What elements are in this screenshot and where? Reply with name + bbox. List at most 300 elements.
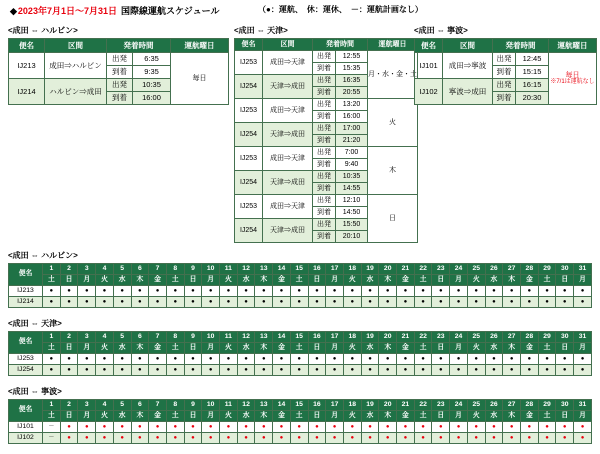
calendar-weekday-header: 水 — [485, 275, 503, 286]
calendar-weekday-header: 木 — [255, 343, 273, 354]
operating-dot-cell: ● — [96, 365, 114, 376]
operating-dot-cell: ● — [450, 433, 468, 444]
operating-dot-cell: ● — [202, 365, 220, 376]
operating-days-cell — [368, 51, 418, 99]
calendar-day-header: 1 — [43, 400, 61, 411]
calendar-weekday-header: 木 — [379, 343, 397, 354]
calendar-day-header: 17 — [326, 264, 344, 275]
operating-dot-cell: ● — [255, 286, 273, 297]
calendar-day-header: 22 — [414, 400, 432, 411]
calendar-flight-row — [9, 433, 592, 444]
calendar-day-header: 21 — [397, 264, 415, 275]
departure-time-cell: 17:00 — [336, 123, 368, 135]
calendar-day-header: 23 — [432, 400, 450, 411]
operating-dot-cell: ● — [503, 297, 521, 308]
calendar-day-header: 15 — [290, 400, 308, 411]
operating-dot-cell: ● — [96, 286, 114, 297]
calendar-day-header: 19 — [361, 332, 379, 343]
calendar-day-header: 9 — [184, 400, 202, 411]
operating-dot-cell: ● — [556, 354, 574, 365]
operating-dot-cell: ● — [503, 354, 521, 365]
operating-dot-cell: ● — [343, 286, 361, 297]
flight-row — [235, 99, 418, 111]
calendar-weekday-header: 水 — [113, 343, 131, 354]
calendar-weekday-header: 日 — [184, 411, 202, 422]
operating-dot-cell: ● — [220, 433, 238, 444]
operating-dot-cell: ● — [397, 297, 415, 308]
calendar-day-header: 17 — [326, 332, 344, 343]
flight-row — [235, 147, 418, 159]
operating-dot-cell: ● — [290, 297, 308, 308]
departure-label: 出発 — [313, 195, 336, 207]
calendar-weekday-header: 土 — [166, 343, 184, 354]
flight-number-header: 便名 — [9, 39, 45, 53]
calendar-day-header: 10 — [202, 264, 220, 275]
calendar-day-header: 22 — [414, 264, 432, 275]
arrival-label: 到着 — [493, 92, 516, 105]
operating-dot-cell: ● — [538, 365, 556, 376]
calendar-day-header: 17 — [326, 400, 344, 411]
calendar-table-head — [9, 332, 592, 354]
calendar-weekday-header: 火 — [343, 343, 361, 354]
calendar-weekday-header: 水 — [113, 275, 131, 286]
operating-dot-cell: ● — [414, 297, 432, 308]
operating-dot-cell: ● — [290, 286, 308, 297]
calendar-day-header: 16 — [308, 400, 326, 411]
operating-dot-cell: ● — [432, 286, 450, 297]
route-header: 区間 — [443, 39, 493, 53]
flight-number-cell: IJ254 — [235, 75, 263, 99]
calendar-weekday-header: 土 — [290, 343, 308, 354]
flight-number-cell: IJ253 — [235, 51, 263, 75]
calendar-day-header: 6 — [131, 400, 149, 411]
calendar-weekday-header: 日 — [432, 275, 450, 286]
operating-dot-cell: ● — [78, 297, 96, 308]
operating-dot-cell: ● — [450, 354, 468, 365]
calendar-weekday-header: 日 — [556, 343, 574, 354]
operating-dot-cell: ● — [556, 297, 574, 308]
calendar-day-header: 23 — [432, 332, 450, 343]
calendar-day-header: 25 — [467, 400, 485, 411]
operating-dot-cell: ● — [166, 354, 184, 365]
calendar-day-header: 2 — [60, 264, 78, 275]
departure-time-cell: 12:10 — [336, 195, 368, 207]
calendar-flight-row — [9, 365, 592, 376]
operating-dot-cell: ● — [556, 365, 574, 376]
calendar-weekday-header: 火 — [220, 343, 238, 354]
arrival-label: 到着 — [313, 159, 336, 171]
calendar-day-header: 28 — [520, 264, 538, 275]
calendar-weekday-header: 水 — [361, 411, 379, 422]
departure-time-cell: 13:20 — [336, 99, 368, 111]
calendar-weekday-header: 水 — [237, 411, 255, 422]
calendar-day-number-row — [9, 332, 592, 343]
operating-dot-cell: ● — [574, 354, 592, 365]
operating-dot-cell: ● — [343, 433, 361, 444]
operating-dot-cell: ● — [450, 286, 468, 297]
calendar-flight-row — [9, 286, 592, 297]
calendar-weekday-header: 月 — [450, 275, 468, 286]
arrival-label: 到着 — [313, 183, 336, 195]
calendar-flight-row — [9, 297, 592, 308]
calendar-weekday-row — [9, 343, 592, 354]
schedule-table-body — [9, 53, 229, 105]
calendar-weekday-header: 土 — [166, 275, 184, 286]
arrival-time-cell: 9:40 — [336, 159, 368, 171]
operating-dot-cell: ● — [166, 297, 184, 308]
operating-dot-cell: ● — [361, 354, 379, 365]
calendar-weekday-header: 水 — [485, 343, 503, 354]
operating-dot-cell: ● — [237, 286, 255, 297]
calendar-block — [8, 386, 592, 444]
schedule-title: <成田 ⇔ 天津> — [234, 26, 288, 35]
operating-dot-cell: ● — [379, 354, 397, 365]
operating-dot-cell: ● — [220, 354, 238, 365]
operating-dot-cell: ● — [290, 433, 308, 444]
calendar-weekday-header: 木 — [503, 275, 521, 286]
calendar-weekday-header: 月 — [326, 411, 344, 422]
operating-dot-cell: ● — [326, 354, 344, 365]
calendar-weekday-header: 火 — [220, 411, 238, 422]
departure-time-cell: 12:55 — [336, 51, 368, 63]
calendar-weekday-header: 月 — [78, 343, 96, 354]
calendar-day-header: 4 — [96, 264, 114, 275]
calendar-weekday-header: 土 — [538, 343, 556, 354]
calendar-day-header: 30 — [556, 332, 574, 343]
flight-number-cell: IJ101 — [415, 53, 443, 79]
operating-dot-cell: ● — [131, 365, 149, 376]
calendar-day-header: 21 — [397, 332, 415, 343]
arrival-time-cell: 20:30 — [516, 92, 549, 105]
calendar-weekday-header: 金 — [397, 275, 415, 286]
calendar-day-header: 29 — [538, 400, 556, 411]
operating-dot-cell: ● — [149, 433, 167, 444]
page-header — [10, 4, 219, 17]
calendar-day-header: 16 — [308, 264, 326, 275]
calendar-table — [8, 263, 592, 308]
operating-dot-cell: ● — [202, 286, 220, 297]
calendar-day-header: 7 — [149, 400, 167, 411]
route-cell: 成田⇒天津 — [263, 99, 313, 123]
operating-days-cell — [171, 53, 229, 105]
operating-dot-cell: ● — [237, 297, 255, 308]
calendar-day-header: 20 — [379, 332, 397, 343]
arrival-time-cell: 14:50 — [336, 207, 368, 219]
operating-dot-cell: ● — [202, 433, 220, 444]
calendar-title: <成田 ⇔ ハルビン> — [8, 251, 78, 260]
operating-dot-cell: ● — [414, 365, 432, 376]
operating-dot-cell: ● — [379, 286, 397, 297]
operating-dot-cell: ● — [538, 422, 556, 433]
calendar-weekday-header: 水 — [485, 411, 503, 422]
operating-dot-cell: ● — [290, 365, 308, 376]
calendar-weekday-header: 金 — [273, 275, 291, 286]
calendar-day-header: 13 — [255, 332, 273, 343]
operating-days-header: 運航曜日 — [171, 39, 229, 53]
calendar-weekday-header: 木 — [255, 411, 273, 422]
calendar-day-header: 30 — [556, 400, 574, 411]
calendar-weekday-row — [9, 275, 592, 286]
departure-time-cell: 10:35 — [336, 171, 368, 183]
operating-dot-cell: ● — [538, 286, 556, 297]
calendar-day-header: 7 — [149, 332, 167, 343]
calendar-day-header: 8 — [166, 400, 184, 411]
time-header: 発着時間 — [493, 39, 549, 53]
calendar-flight-number-cell: IJ253 — [9, 354, 43, 365]
arrival-label: 到着 — [313, 63, 336, 75]
calendar-day-header: 20 — [379, 400, 397, 411]
calendar-day-header: 5 — [113, 400, 131, 411]
flight-number-cell: IJ214 — [9, 79, 45, 105]
operating-dot-cell: ● — [255, 365, 273, 376]
flight-number-header: 便名 — [235, 39, 263, 51]
operating-dot-cell: ● — [60, 297, 78, 308]
calendar-day-header: 16 — [308, 332, 326, 343]
calendar-weekday-header: 木 — [379, 411, 397, 422]
calendar-weekday-header: 金 — [520, 275, 538, 286]
calendar-weekday-header: 月 — [326, 343, 344, 354]
operating-dot-cell: ● — [166, 286, 184, 297]
calendar-flight-header: 便名 — [9, 264, 43, 286]
operating-dot-cell: ● — [414, 354, 432, 365]
calendar-day-header: 2 — [60, 400, 78, 411]
calendar-weekday-header: 水 — [113, 411, 131, 422]
operating-dot-cell: ● — [361, 365, 379, 376]
operating-dot-cell: ● — [308, 354, 326, 365]
operating-dot-cell: ● — [43, 354, 61, 365]
operating-days-text: 毎日 — [565, 71, 580, 79]
operating-dot-cell: ● — [60, 354, 78, 365]
operating-dot-cell: ● — [220, 422, 238, 433]
operating-dot-cell: ● — [467, 297, 485, 308]
operating-dot-cell: ● — [308, 422, 326, 433]
arrival-label: 到着 — [313, 111, 336, 123]
operating-dot-cell: ● — [273, 365, 291, 376]
schedule-table — [234, 38, 418, 243]
calendar-weekday-header: 土 — [43, 411, 61, 422]
flight-number-cell: IJ213 — [9, 53, 45, 79]
calendar-weekday-header: 木 — [131, 343, 149, 354]
calendar-day-header: 14 — [273, 332, 291, 343]
calendar-weekday-header: 月 — [450, 343, 468, 354]
departure-time-cell: 16:15 — [516, 79, 549, 92]
departure-label: 出発 — [493, 79, 516, 92]
calendar-day-header: 12 — [237, 264, 255, 275]
calendar-weekday-header: 火 — [343, 411, 361, 422]
calendar-day-header: 28 — [520, 400, 538, 411]
diamond-bullet-icon: ◆ — [10, 6, 17, 16]
operating-dot-cell: ● — [290, 354, 308, 365]
calendar-weekday-header: 火 — [467, 411, 485, 422]
operating-dot-cell: ● — [237, 354, 255, 365]
operating-dot-cell: ● — [397, 365, 415, 376]
arrival-time-cell: 21:20 — [336, 135, 368, 147]
departure-label: 出発 — [107, 53, 133, 66]
arrival-label: 到着 — [313, 87, 336, 99]
flight-number-cell: IJ254 — [235, 171, 263, 195]
calendar-weekday-header: 金 — [273, 411, 291, 422]
schedule-table — [414, 38, 597, 105]
calendar-weekday-header: 月 — [202, 343, 220, 354]
operating-dot-cell: ● — [397, 422, 415, 433]
calendar-day-header: 31 — [574, 332, 592, 343]
departure-label: 出発 — [313, 51, 336, 63]
calendar-day-header: 13 — [255, 400, 273, 411]
calendar-day-header: 29 — [538, 264, 556, 275]
operating-dot-cell: ● — [166, 433, 184, 444]
arrival-label: 到着 — [493, 66, 516, 79]
route-cell: 天津⇒成田 — [263, 75, 313, 99]
operating-dot-cell: ● — [432, 422, 450, 433]
operating-dot-cell: ● — [485, 365, 503, 376]
operating-dot-cell: ● — [397, 354, 415, 365]
operating-dot-cell: ● — [432, 433, 450, 444]
departure-label: 出発 — [313, 123, 336, 135]
operating-dot-cell: ● — [113, 365, 131, 376]
calendar-weekday-header: 日 — [60, 275, 78, 286]
calendar-day-header: 12 — [237, 332, 255, 343]
calendar-day-header: 26 — [485, 264, 503, 275]
operating-dot-cell: ● — [503, 365, 521, 376]
calendar-weekday-row — [9, 411, 592, 422]
calendar-day-number-row — [9, 400, 592, 411]
calendar-flight-header: 便名 — [9, 332, 43, 354]
schedule-block — [414, 25, 597, 105]
calendar-weekday-header: 水 — [361, 343, 379, 354]
operating-dot-cell: ● — [237, 422, 255, 433]
operating-dot-cell: ● — [255, 297, 273, 308]
operating-dot-cell: ● — [202, 354, 220, 365]
calendar-day-header: 21 — [397, 400, 415, 411]
arrival-time-cell: 15:35 — [336, 63, 368, 75]
operating-dot-cell: ● — [149, 297, 167, 308]
route-cell: 成田⇒天津 — [263, 195, 313, 219]
arrival-label: 到着 — [107, 66, 133, 79]
schedule-table-head — [415, 39, 597, 53]
calendar-weekday-header: 火 — [220, 275, 238, 286]
operating-dot-cell: ● — [343, 422, 361, 433]
operating-dot-cell: ● — [556, 286, 574, 297]
calendar-day-header: 15 — [290, 332, 308, 343]
flight-number-cell: IJ102 — [415, 79, 443, 105]
calendar-weekday-header: 火 — [343, 275, 361, 286]
operating-dot-cell: ● — [326, 365, 344, 376]
departure-label: 出発 — [313, 171, 336, 183]
calendar-weekday-header: 月 — [326, 275, 344, 286]
calendar-weekday-header: 日 — [308, 343, 326, 354]
operating-dot-cell: ● — [467, 365, 485, 376]
schedule-block — [234, 25, 418, 243]
operating-dot-cell: ● — [131, 286, 149, 297]
no-operation-cell: － — [43, 422, 61, 433]
calendar-day-header: 13 — [255, 264, 273, 275]
operating-dot-cell: ● — [78, 433, 96, 444]
flight-number-cell: IJ254 — [235, 123, 263, 147]
calendar-flight-header: 便名 — [9, 400, 43, 422]
departure-time-cell: 10:35 — [133, 79, 171, 92]
calendar-weekday-header: 土 — [290, 411, 308, 422]
calendar-weekday-header: 金 — [397, 411, 415, 422]
operating-dot-cell: ● — [397, 286, 415, 297]
calendar-day-header: 25 — [467, 264, 485, 275]
operating-dot-cell: ● — [343, 354, 361, 365]
calendar-day-header: 12 — [237, 400, 255, 411]
operating-dot-cell: ● — [467, 286, 485, 297]
operating-dot-cell: ● — [397, 433, 415, 444]
calendar-weekday-header: 金 — [149, 343, 167, 354]
departure-label: 出発 — [313, 219, 336, 231]
calendar-weekday-header: 金 — [149, 411, 167, 422]
calendar-day-header: 24 — [450, 332, 468, 343]
operating-dot-cell: ● — [343, 365, 361, 376]
calendar-table-head — [9, 400, 592, 422]
operating-dot-cell: ● — [273, 422, 291, 433]
calendar-flight-row — [9, 422, 592, 433]
calendar-weekday-header: 土 — [414, 411, 432, 422]
operating-dot-cell: ● — [574, 433, 592, 444]
operating-dot-cell: ● — [326, 422, 344, 433]
operating-dot-cell: ● — [149, 365, 167, 376]
schedule-title: <成田 ⇔ 寧波> — [414, 26, 468, 35]
departure-time-cell: 6:35 — [133, 53, 171, 66]
calendar-weekday-header: 日 — [432, 343, 450, 354]
calendar-day-header: 27 — [503, 400, 521, 411]
flight-row — [235, 51, 418, 63]
operating-dot-cell: ● — [485, 354, 503, 365]
route-header: 区間 — [263, 39, 313, 51]
operating-days-cell — [368, 147, 418, 195]
calendar-table — [8, 331, 592, 376]
calendar-weekday-header: 木 — [255, 275, 273, 286]
operating-dot-cell: ● — [574, 422, 592, 433]
operating-dot-cell: ● — [113, 297, 131, 308]
calendar-day-header: 26 — [485, 400, 503, 411]
operating-dot-cell: ● — [450, 297, 468, 308]
operating-dot-cell: ● — [255, 422, 273, 433]
operating-dot-cell: ● — [220, 286, 238, 297]
operating-dot-cell: ● — [255, 433, 273, 444]
operating-dot-cell: ● — [343, 297, 361, 308]
calendar-block — [8, 250, 592, 308]
operating-dot-cell: ● — [379, 365, 397, 376]
operating-dot-cell: ● — [485, 422, 503, 433]
calendar-weekday-header: 日 — [556, 411, 574, 422]
arrival-time-cell: 9:35 — [133, 66, 171, 79]
calendar-day-header: 31 — [574, 264, 592, 275]
calendar-weekday-header: 火 — [467, 275, 485, 286]
calendar-weekday-header: 月 — [574, 275, 592, 286]
calendar-day-header: 14 — [273, 264, 291, 275]
operating-dot-cell: ● — [520, 354, 538, 365]
calendar-day-header: 9 — [184, 264, 202, 275]
calendar-day-header: 8 — [166, 332, 184, 343]
operating-dot-cell: ● — [273, 286, 291, 297]
operating-dot-cell: ● — [574, 297, 592, 308]
calendar-block — [8, 318, 592, 376]
route-cell: 寧波⇒成田 — [443, 79, 493, 105]
operating-dot-cell: ● — [361, 422, 379, 433]
route-cell: 成田⇒寧波 — [443, 53, 493, 79]
operating-dot-cell: ● — [467, 433, 485, 444]
calendar-weekday-header: 土 — [538, 411, 556, 422]
operating-dot-cell: ● — [450, 422, 468, 433]
calendar-weekday-header: 土 — [43, 275, 61, 286]
calendar-day-header: 10 — [202, 400, 220, 411]
operating-dot-cell: ● — [273, 297, 291, 308]
operating-dot-cell: ● — [273, 433, 291, 444]
calendar-day-number-row — [9, 264, 592, 275]
calendar-title: <成田 ⇔ 天津> — [8, 319, 62, 328]
